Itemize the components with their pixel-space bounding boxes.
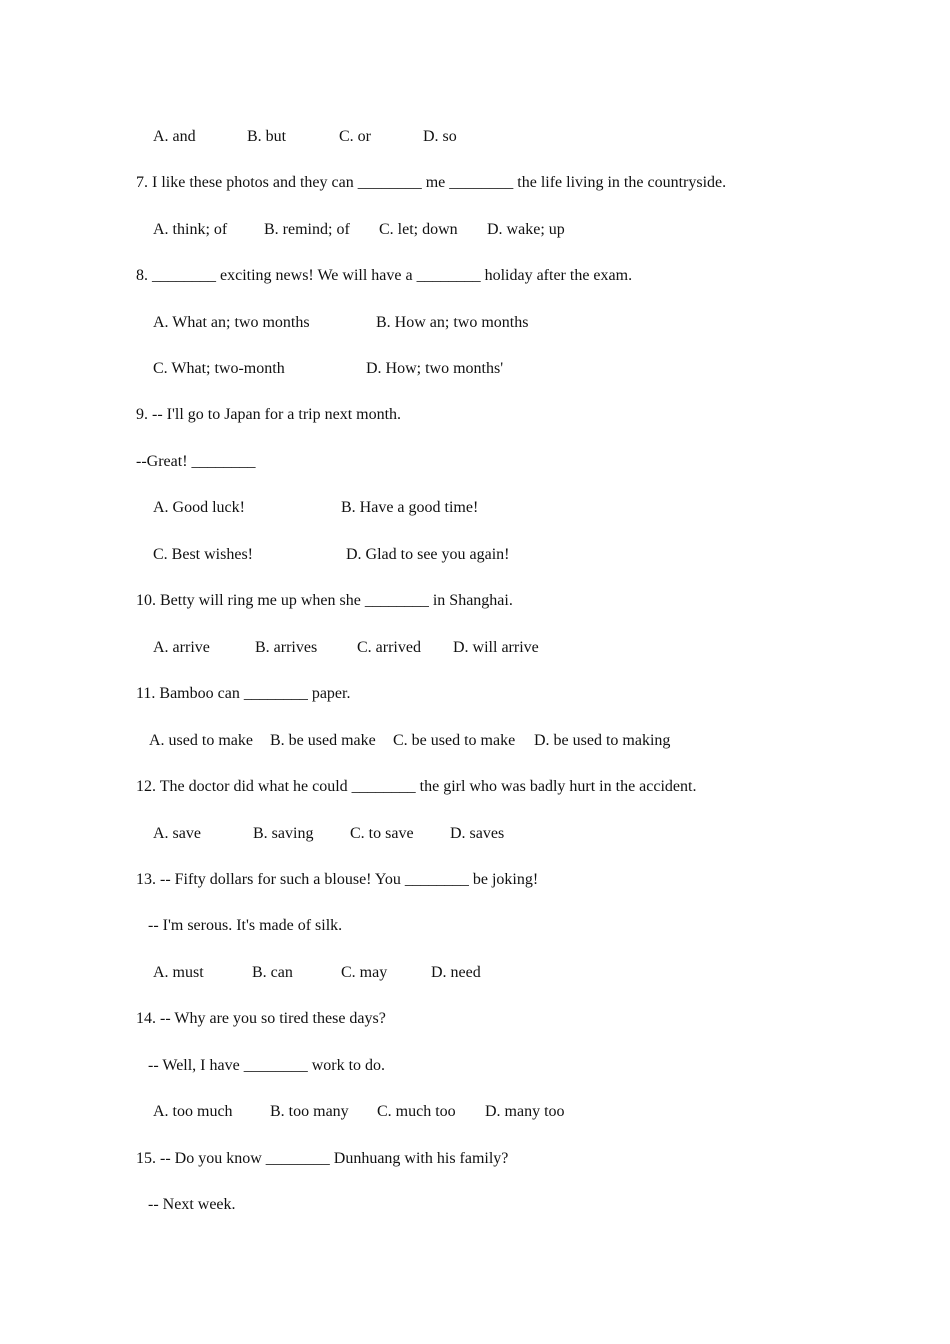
q9-stem: 9. -- I'll go to Japan for a trip next month. <box>136 406 402 423</box>
q11-option-d: D. be used to making <box>534 732 671 749</box>
q10-option-d: D. will arrive <box>453 639 539 656</box>
q7-option-c: C. let; down <box>379 221 458 238</box>
q14-stem: 14. -- Why are you so tired these days? <box>136 1010 386 1027</box>
q12-stem: 12. The doctor did what he could ________ the girl who was badly hurt in the accident. <box>136 778 697 795</box>
q7-option-d: D. wake; up <box>487 221 565 238</box>
q8-option-c: C. What; two-month <box>153 360 285 377</box>
q7-option-a: A. think; of <box>153 221 228 238</box>
q15-stem: 15. -- Do you know ________ Dunhuang with his family? <box>136 1150 509 1167</box>
q12-option-b: B. saving <box>253 825 314 842</box>
q10-option-a: A. arrive <box>153 639 210 656</box>
q9-option-c: C. Best wishes! <box>153 546 253 563</box>
q11-stem: 11. Bamboo can ________ paper. <box>136 685 351 702</box>
q11-option-b: B. be used make <box>270 732 376 749</box>
q6-option-c: C. or <box>339 128 371 145</box>
q13-option-a: A. must <box>153 964 204 981</box>
q7-option-b: B. remind; of <box>264 221 350 238</box>
q8-option-d: D. How; two months' <box>366 360 504 377</box>
q14-option-d: D. many too <box>485 1103 565 1120</box>
q8-option-a: A. What an; two months <box>153 314 310 331</box>
q9-reply: --Great! ________ <box>136 453 256 470</box>
q8-option-b: B. How an; two months <box>376 314 529 331</box>
q12-option-d: D. saves <box>450 825 505 842</box>
q13-reply: -- I'm serous. It's made of silk. <box>148 917 343 934</box>
q14-option-c: C. much too <box>377 1103 456 1120</box>
q9-option-b: B. Have a good time! <box>341 499 479 516</box>
q14-reply: -- Well, I have ________ work to do. <box>148 1057 386 1074</box>
q10-stem: 10. Betty will ring me up when she ________ in Shanghai. <box>136 592 513 609</box>
q11-option-c: C. be used to make <box>393 732 516 749</box>
q12-option-c: C. to save <box>350 825 414 842</box>
q13-option-d: D. need <box>431 964 481 981</box>
q14-option-b: B. too many <box>270 1103 349 1120</box>
q6-option-a: A. and <box>153 128 196 145</box>
q9-option-a: A. Good luck! <box>153 499 245 516</box>
q10-option-b: B. arrives <box>255 639 318 656</box>
q13-option-b: B. can <box>252 964 293 981</box>
q12-option-a: A. save <box>153 825 201 842</box>
q13-stem: 13. -- Fifty dollars for such a blouse! You ________ be joking! <box>136 871 539 888</box>
q6-option-d: D. so <box>423 128 457 145</box>
q7-stem: 7. I like these photos and they can ________ me ________ the life living in the countryside. <box>136 174 727 191</box>
q9-option-d: D. Glad to see you again! <box>346 546 510 563</box>
q10-option-c: C. arrived <box>357 639 421 656</box>
q15-reply: -- Next week. <box>148 1196 236 1213</box>
q13-option-c: C. may <box>341 964 388 981</box>
q11-option-a: A. used to make <box>149 732 253 749</box>
q6-option-b: B. but <box>247 128 287 145</box>
q14-option-a: A. too much <box>153 1103 233 1120</box>
q8-stem: 8. ________ exciting news! We will have a ________ holiday after the exam. <box>136 267 633 284</box>
